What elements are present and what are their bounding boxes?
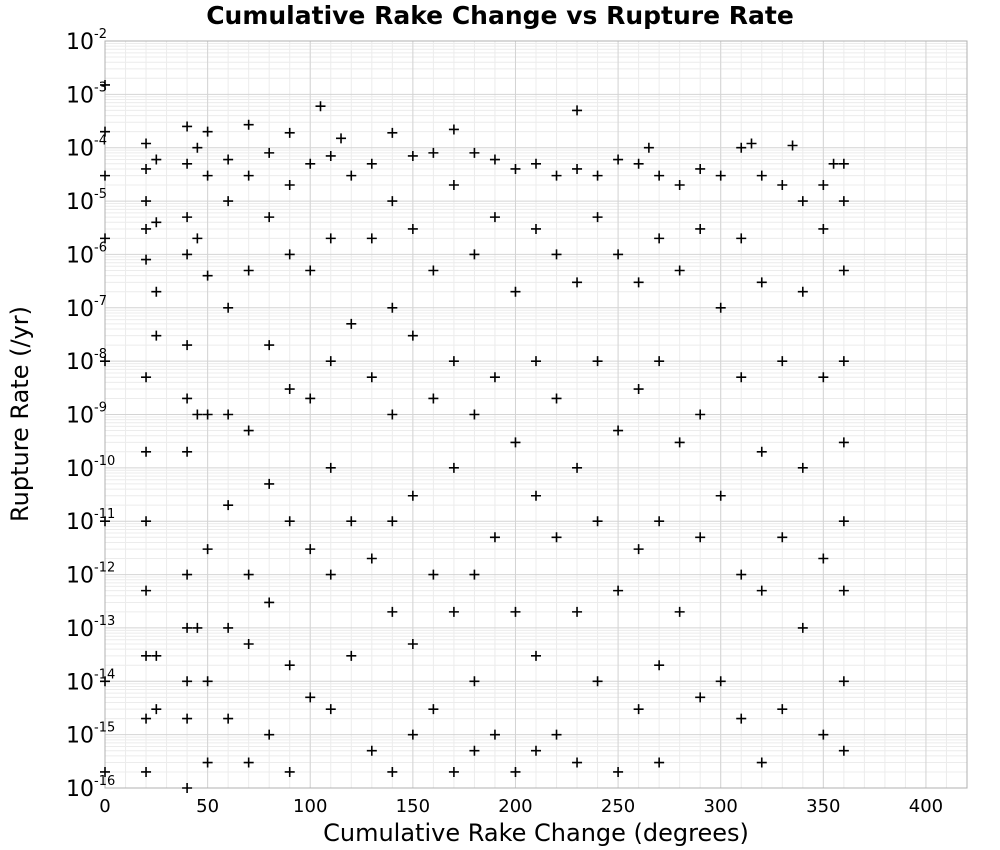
data-point xyxy=(490,212,500,222)
data-point xyxy=(408,224,418,234)
data-point xyxy=(192,623,202,633)
data-point xyxy=(634,159,644,169)
y-tick-label: $10^{-7}$ xyxy=(66,293,107,322)
data-point xyxy=(531,224,541,234)
data-point xyxy=(839,159,849,169)
y-tick-label: $10^{-3}$ xyxy=(66,80,107,109)
data-point xyxy=(449,180,459,190)
data-point xyxy=(151,217,161,227)
data-point xyxy=(552,393,562,403)
data-point xyxy=(777,356,787,366)
x-axis xyxy=(99,796,943,817)
data-point xyxy=(182,121,192,131)
data-point xyxy=(408,639,418,649)
data-point xyxy=(572,164,582,174)
data-point xyxy=(736,714,746,724)
y-tick-label: $10^{-14}$ xyxy=(66,667,116,696)
data-point xyxy=(634,384,644,394)
data-point xyxy=(387,303,397,313)
data-point xyxy=(716,491,726,501)
data-point xyxy=(305,159,315,169)
data-point xyxy=(223,410,233,420)
data-point xyxy=(572,607,582,617)
data-point xyxy=(695,532,705,542)
data-point xyxy=(326,356,336,366)
data-point xyxy=(818,730,828,740)
data-point xyxy=(367,159,377,169)
data-point xyxy=(736,372,746,382)
data-point xyxy=(285,180,295,190)
data-point xyxy=(818,224,828,234)
y-tick-label: $10^{-5}$ xyxy=(66,187,107,216)
data-point xyxy=(367,746,377,756)
data-point xyxy=(223,303,233,313)
data-point xyxy=(736,143,746,153)
data-point xyxy=(818,180,828,190)
data-point xyxy=(305,393,315,403)
data-point xyxy=(675,607,685,617)
y-tick-label: $10^{-16}$ xyxy=(66,774,116,802)
data-point xyxy=(182,676,192,686)
data-point xyxy=(192,410,202,420)
grid xyxy=(105,41,967,788)
y-tick-label: $10^{-13}$ xyxy=(66,613,116,642)
y-tick-label: $10^{-9}$ xyxy=(66,400,107,429)
data-point xyxy=(346,516,356,526)
data-point xyxy=(490,372,500,382)
data-point xyxy=(387,410,397,420)
data-point xyxy=(757,447,767,457)
y-tick-label: $10^{-8}$ xyxy=(66,347,107,376)
data-point xyxy=(839,196,849,206)
data-point xyxy=(449,463,459,473)
data-point xyxy=(203,410,213,420)
data-point xyxy=(469,570,479,580)
data-point xyxy=(695,692,705,702)
data-point xyxy=(798,287,808,297)
data-point xyxy=(449,607,459,617)
data-point xyxy=(264,730,274,740)
data-point xyxy=(490,532,500,542)
x-tick-label: 250 xyxy=(600,796,636,817)
data-point xyxy=(182,570,192,580)
data-point xyxy=(141,767,151,777)
data-point xyxy=(593,516,603,526)
data-point xyxy=(593,171,603,181)
data-point xyxy=(203,271,213,281)
data-point xyxy=(675,265,685,275)
data-point xyxy=(182,212,192,222)
data-point xyxy=(757,758,767,768)
data-point xyxy=(151,704,161,714)
data-point xyxy=(736,233,746,243)
data-point xyxy=(285,249,295,259)
data-point xyxy=(695,224,705,234)
data-point xyxy=(141,224,151,234)
data-point xyxy=(510,164,520,174)
data-point xyxy=(367,233,377,243)
data-point xyxy=(151,287,161,297)
data-point xyxy=(449,124,459,134)
x-tick-label: 150 xyxy=(395,796,431,817)
data-point xyxy=(203,544,213,554)
y-axis-label: Rupture Rate (/yr) xyxy=(6,306,34,522)
chart-title: Cumulative Rake Change vs Rupture Rate xyxy=(206,1,794,30)
data-point xyxy=(839,265,849,275)
y-tick-label: $10^{-11}$ xyxy=(66,507,116,536)
data-point xyxy=(285,767,295,777)
data-point xyxy=(264,479,274,489)
data-point xyxy=(531,651,541,661)
data-point xyxy=(182,393,192,403)
data-point xyxy=(203,171,213,181)
data-point xyxy=(408,331,418,341)
data-point xyxy=(613,426,623,436)
data-point xyxy=(552,249,562,259)
data-point xyxy=(326,570,336,580)
data-point xyxy=(654,233,664,243)
data-point xyxy=(757,586,767,596)
data-point xyxy=(510,607,520,617)
data-point xyxy=(469,676,479,686)
data-point xyxy=(675,437,685,447)
data-point xyxy=(182,340,192,350)
x-axis-label: Cumulative Rake Change (degrees) xyxy=(323,819,749,847)
data-point xyxy=(839,516,849,526)
data-point xyxy=(141,164,151,174)
data-point xyxy=(788,141,798,151)
y-tick-label: $10^{-15}$ xyxy=(66,720,116,749)
data-point xyxy=(634,544,644,554)
data-point xyxy=(716,676,726,686)
data-point xyxy=(182,623,192,633)
x-tick-label: 0 xyxy=(99,796,111,817)
data-point xyxy=(510,437,520,447)
data-point xyxy=(531,746,541,756)
data-point xyxy=(469,249,479,259)
data-point xyxy=(387,767,397,777)
data-point xyxy=(839,586,849,596)
data-point xyxy=(552,171,562,181)
data-point xyxy=(141,516,151,526)
data-point xyxy=(510,287,520,297)
data-point xyxy=(244,426,254,436)
data-point xyxy=(490,730,500,740)
data-point xyxy=(285,384,295,394)
data-point xyxy=(428,570,438,580)
data-point xyxy=(151,331,161,341)
data-point xyxy=(346,651,356,661)
data-point xyxy=(798,196,808,206)
data-point xyxy=(336,133,346,143)
data-point xyxy=(593,676,603,686)
data-point xyxy=(531,159,541,169)
x-tick-label: 50 xyxy=(196,796,220,817)
data-point xyxy=(285,128,295,138)
data-point xyxy=(367,554,377,564)
data-point xyxy=(182,783,192,793)
data-point xyxy=(634,704,644,714)
data-point xyxy=(192,143,202,153)
y-tick-label: $10^{-2}$ xyxy=(66,27,107,55)
data-point xyxy=(634,277,644,287)
data-point xyxy=(654,356,664,366)
data-point xyxy=(593,356,603,366)
data-point xyxy=(141,586,151,596)
data-point xyxy=(244,120,254,130)
y-tick-label: $10^{-6}$ xyxy=(66,240,107,269)
data-point xyxy=(531,491,541,501)
data-point xyxy=(244,171,254,181)
data-point xyxy=(839,676,849,686)
data-point xyxy=(757,171,767,181)
data-point xyxy=(777,704,787,714)
data-point xyxy=(572,105,582,115)
data-point xyxy=(326,233,336,243)
x-tick-label: 350 xyxy=(806,796,841,817)
data-point xyxy=(244,570,254,580)
x-tick-label: 200 xyxy=(498,796,533,817)
data-point xyxy=(151,651,161,661)
data-point xyxy=(408,491,418,501)
data-point xyxy=(644,143,654,153)
data-point xyxy=(469,746,479,756)
data-point xyxy=(777,180,787,190)
data-point xyxy=(654,171,664,181)
data-point xyxy=(757,277,767,287)
data-point xyxy=(654,660,664,670)
data-point xyxy=(203,676,213,686)
data-point xyxy=(346,319,356,329)
data-point xyxy=(449,767,459,777)
data-point xyxy=(613,767,623,777)
data-point xyxy=(141,372,151,382)
data-point xyxy=(510,767,520,777)
data-point xyxy=(839,746,849,756)
data-point xyxy=(552,532,562,542)
data-point xyxy=(798,623,808,633)
data-point xyxy=(346,171,356,181)
data-point xyxy=(428,393,438,403)
data-point xyxy=(675,180,685,190)
data-point xyxy=(244,639,254,649)
data-point xyxy=(305,544,315,554)
data-point xyxy=(305,692,315,702)
data-point xyxy=(223,196,233,206)
data-point xyxy=(264,212,274,222)
data-point xyxy=(695,410,705,420)
data-point xyxy=(141,138,151,148)
data-point xyxy=(613,249,623,259)
data-point xyxy=(449,356,459,366)
data-point xyxy=(141,196,151,206)
data-point xyxy=(593,212,603,222)
data-point xyxy=(203,127,213,137)
data-point xyxy=(223,623,233,633)
data-point xyxy=(182,159,192,169)
data-point xyxy=(531,356,541,366)
data-point xyxy=(326,704,336,714)
data-point xyxy=(572,758,582,768)
data-point xyxy=(695,164,705,174)
data-point xyxy=(777,532,787,542)
data-point xyxy=(572,463,582,473)
data-point xyxy=(285,516,295,526)
data-point xyxy=(654,758,664,768)
data-point xyxy=(829,159,839,169)
y-tick-label: $10^{-4}$ xyxy=(66,133,107,162)
data-point xyxy=(367,372,377,382)
data-point xyxy=(141,447,151,457)
data-point xyxy=(203,758,213,768)
x-tick-label: 100 xyxy=(293,796,328,817)
data-point xyxy=(716,171,726,181)
data-point xyxy=(305,265,315,275)
data-point xyxy=(469,410,479,420)
data-point xyxy=(244,265,254,275)
x-tick-label: 300 xyxy=(703,796,738,817)
data-point xyxy=(408,730,418,740)
data-point xyxy=(244,758,254,768)
data-point xyxy=(387,128,397,138)
data-point xyxy=(326,463,336,473)
y-tick-label: $10^{-10}$ xyxy=(66,453,116,482)
data-point xyxy=(839,437,849,447)
x-tick-label: 400 xyxy=(908,796,944,817)
data-point xyxy=(613,586,623,596)
data-point xyxy=(182,249,192,259)
data-point xyxy=(798,463,808,473)
data-point xyxy=(818,372,828,382)
data-point xyxy=(387,196,397,206)
data-point xyxy=(654,516,664,526)
data-point xyxy=(552,730,562,740)
data-point xyxy=(387,516,397,526)
data-point xyxy=(141,714,151,724)
data-point xyxy=(141,651,151,661)
data-point xyxy=(572,277,582,287)
data-point xyxy=(285,660,295,670)
data-point xyxy=(387,607,397,617)
data-point xyxy=(736,570,746,580)
data-point xyxy=(818,554,828,564)
data-point xyxy=(264,340,274,350)
data-point xyxy=(223,500,233,510)
data-point xyxy=(428,265,438,275)
data-point xyxy=(223,714,233,724)
y-tick-label: $10^{-12}$ xyxy=(66,560,116,589)
data-point xyxy=(182,447,192,457)
data-point xyxy=(264,597,274,607)
data-point xyxy=(428,704,438,714)
data-point xyxy=(747,138,757,148)
data-point xyxy=(182,714,192,724)
data-point xyxy=(100,171,110,181)
data-point xyxy=(839,356,849,366)
data-point xyxy=(716,303,726,313)
data-point xyxy=(192,233,202,243)
